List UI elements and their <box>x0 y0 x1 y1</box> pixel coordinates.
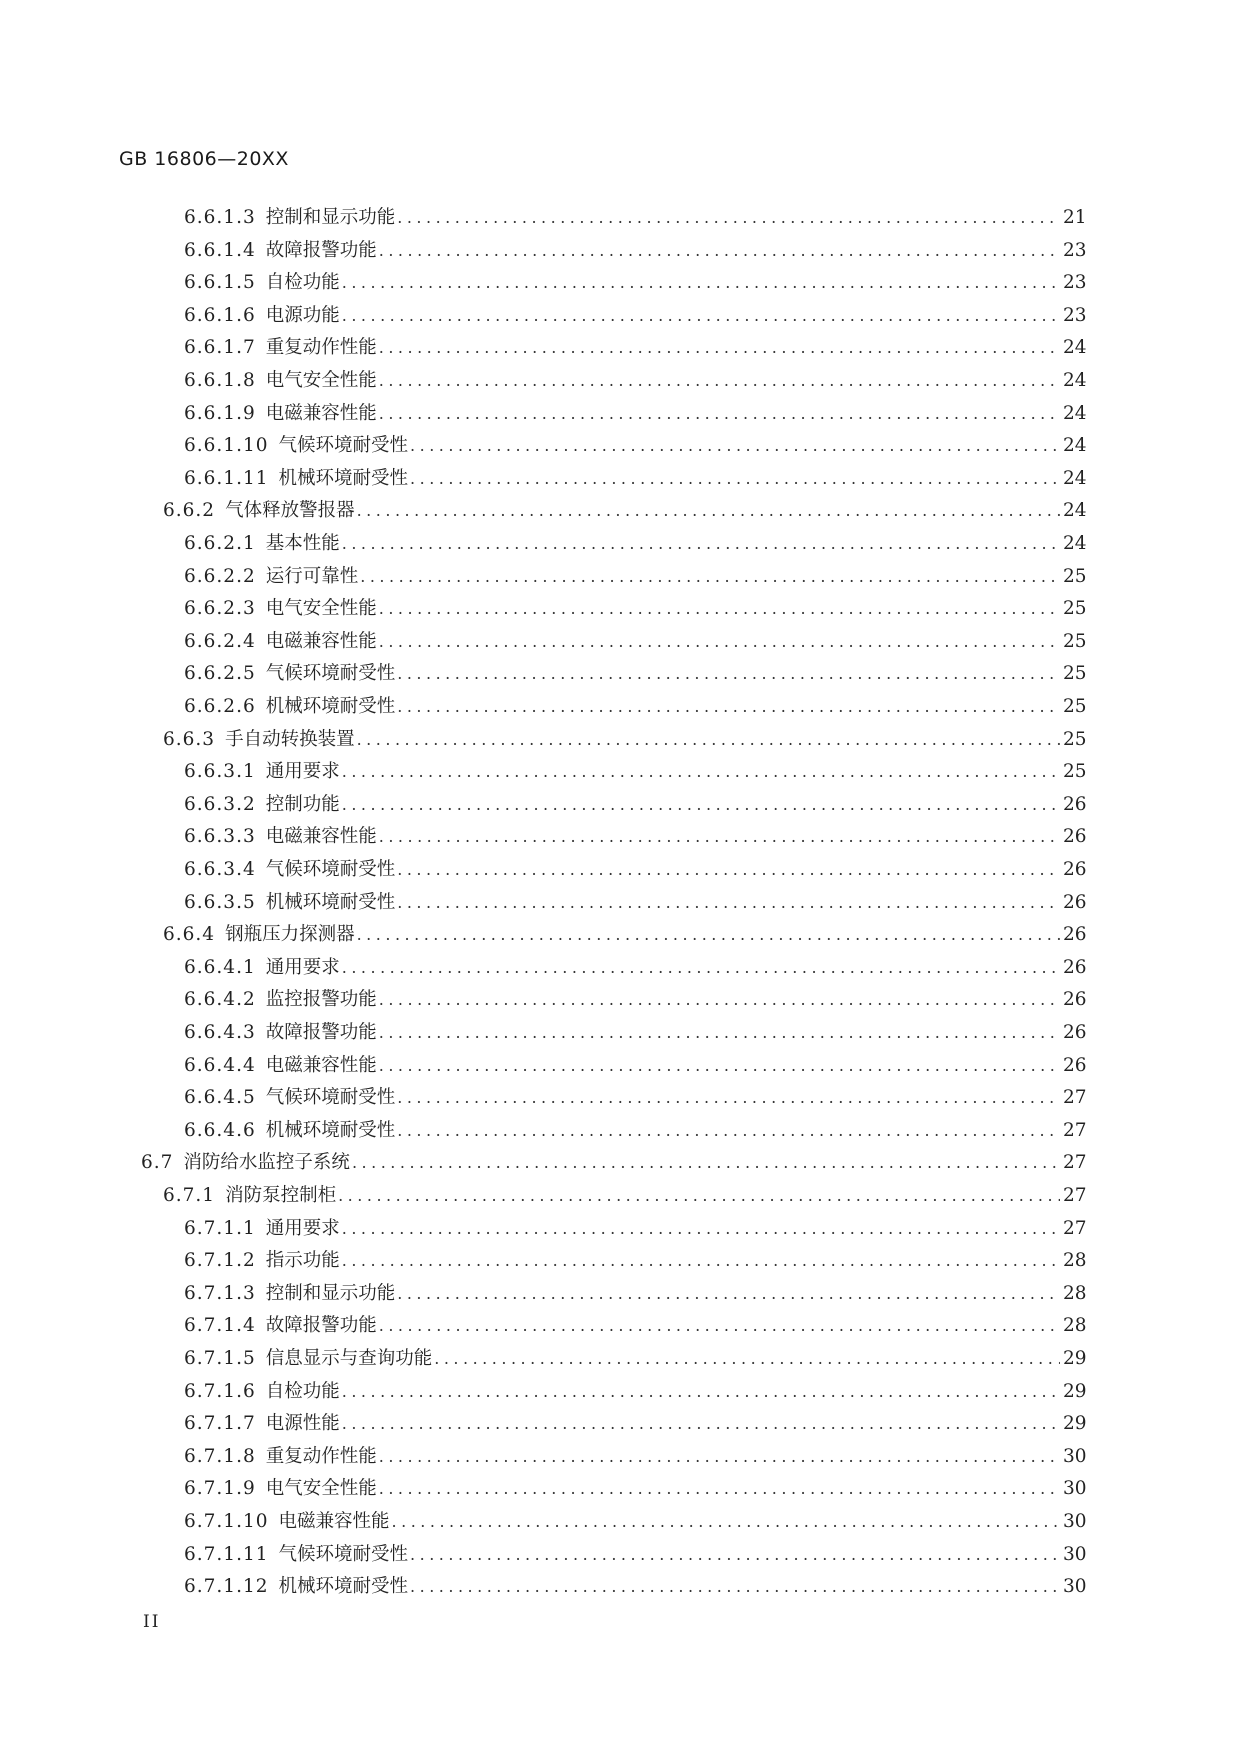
toc-entry-number: 6.7.1.10 <box>184 1511 269 1532</box>
toc-entry[interactable] <box>184 334 1085 362</box>
toc-dot-leader <box>342 269 1060 297</box>
toc-entry-page: 29 <box>1063 1413 1087 1435</box>
toc-entry-title: 气候环境耐受性 <box>278 435 409 457</box>
toc-dot-leader <box>397 1084 1060 1112</box>
toc-entry-title: 自检功能 <box>265 1380 340 1402</box>
toc-entry-number: 6.6.3.3 <box>184 826 256 848</box>
toc-entry-page: 30 <box>1063 1478 1087 1500</box>
toc-entry[interactable] <box>184 1215 1085 1243</box>
toc-entry-title: 消防泵控制柜 <box>225 1185 337 1206</box>
toc-entry-number: 6.6.2 <box>163 500 216 522</box>
toc-entry-number: 6.6.2.4 <box>184 630 256 652</box>
toc-entry-title: 电磁兼容性能 <box>265 630 377 652</box>
toc-entry[interactable] <box>184 465 1085 493</box>
toc-dot-leader <box>342 1378 1060 1406</box>
toc-entry[interactable] <box>184 1117 1085 1145</box>
toc-entry[interactable] <box>163 726 1085 754</box>
toc-dot-leader <box>357 726 1060 754</box>
toc-entry-page: 30 <box>1063 1445 1087 1467</box>
toc-entry[interactable] <box>184 628 1085 656</box>
toc-entry-page: 27 <box>1063 1152 1087 1174</box>
toc-entry-number: 6.6.3.2 <box>184 793 256 815</box>
toc-entry[interactable] <box>184 204 1085 232</box>
toc-entry[interactable] <box>184 1247 1085 1275</box>
toc-dot-leader <box>397 889 1060 917</box>
toc-entry-title: 气候环境耐受性 <box>265 1087 396 1109</box>
toc-entry-title: 控制和显示功能 <box>265 207 396 228</box>
toc-entry[interactable] <box>184 1573 1085 1601</box>
toc-entry[interactable] <box>184 693 1085 721</box>
toc-dot-leader <box>434 1345 1060 1373</box>
toc-entry-page: 30 <box>1063 1576 1087 1598</box>
toc-entry-title: 气体释放警报器 <box>225 500 355 522</box>
toc-entry-page: 30 <box>1063 1511 1087 1532</box>
toc-entry-page: 24 <box>1063 467 1087 489</box>
toc-entry[interactable] <box>184 1410 1085 1438</box>
toc-dot-leader <box>342 1410 1060 1438</box>
toc-entry-title: 手自动转换装置 <box>225 728 355 750</box>
toc-entry-page: 25 <box>1063 663 1087 685</box>
toc-entry-title: 电源功能 <box>265 304 340 326</box>
toc-dot-leader <box>397 1280 1060 1308</box>
standard-code-header: GB 16806—20XX <box>119 148 289 170</box>
toc-entry-page: 24 <box>1063 435 1087 457</box>
toc-entry-page: 25 <box>1063 728 1087 750</box>
toc-entry-number: 6.7 <box>141 1152 174 1174</box>
toc-entry-number: 6.7.1.3 <box>184 1282 256 1304</box>
toc-dot-leader <box>338 1182 1060 1210</box>
toc-entry-title: 信息显示与查询功能 <box>265 1348 433 1369</box>
toc-entry-title: 重复动作性能 <box>265 1445 377 1467</box>
toc-entry-title: 监控报警功能 <box>265 989 377 1011</box>
toc-entry-number: 6.7.1 <box>163 1185 216 1206</box>
toc-dot-leader <box>379 1052 1060 1080</box>
toc-dot-leader <box>379 1312 1060 1340</box>
toc-dot-leader <box>379 367 1060 395</box>
toc-dot-leader <box>410 432 1060 460</box>
toc-entry-title: 钢瓶压力探测器 <box>225 924 355 946</box>
toc-entry-title: 重复动作性能 <box>265 337 377 359</box>
toc-entry-number: 6.6.2.3 <box>184 598 256 620</box>
toc-entry-page: 23 <box>1063 239 1087 261</box>
toc-entry[interactable] <box>184 660 1085 688</box>
toc-entry-number: 6.6.1.7 <box>184 337 256 359</box>
toc-entry-number: 6.6.4.2 <box>184 989 256 1011</box>
toc-entry-number: 6.7.1.7 <box>184 1413 256 1435</box>
toc-entry-page: 29 <box>1063 1348 1087 1369</box>
toc-entry-title: 自检功能 <box>265 272 340 294</box>
toc-dot-leader <box>410 465 1060 493</box>
toc-entry-number: 6.6.1.10 <box>184 435 269 457</box>
toc-entry[interactable] <box>163 497 1085 525</box>
toc-dot-leader <box>379 1475 1060 1503</box>
toc-entry[interactable] <box>184 530 1085 558</box>
toc-entry-page: 24 <box>1063 500 1087 522</box>
toc-entry-title: 电气安全性能 <box>265 370 377 391</box>
toc-entry-number: 6.6.4.1 <box>184 956 256 978</box>
toc-entry[interactable] <box>184 1443 1085 1471</box>
toc-entry-page: 27 <box>1063 1185 1087 1206</box>
toc-dot-leader <box>397 660 1060 688</box>
toc-entry-title: 故障报警功能 <box>265 1022 377 1043</box>
toc-entry[interactable] <box>184 1312 1085 1340</box>
toc-entry-number: 6.6.1.5 <box>184 272 256 294</box>
toc-entry-number: 6.6.4.3 <box>184 1022 256 1043</box>
toc-dot-leader <box>360 563 1060 591</box>
toc-dot-leader <box>352 1149 1060 1177</box>
toc-entry-number: 6.6.3.4 <box>184 859 256 880</box>
toc-entry-number: 6.7.1.12 <box>184 1576 269 1598</box>
toc-dot-leader <box>379 400 1060 428</box>
toc-entry[interactable] <box>184 856 1085 884</box>
toc-entry-number: 6.6.1.3 <box>184 207 256 228</box>
toc-entry[interactable] <box>163 1182 1085 1210</box>
toc-entry[interactable] <box>184 791 1085 819</box>
toc-dot-leader <box>379 595 1060 623</box>
toc-entry-number: 6.6.2.1 <box>184 533 256 554</box>
toc-entry-page: 26 <box>1063 793 1087 815</box>
toc-entry-number: 6.7.1.5 <box>184 1348 256 1369</box>
toc-entry[interactable] <box>184 1019 1085 1047</box>
toc-dot-leader <box>379 823 1060 851</box>
toc-entry[interactable] <box>184 823 1085 851</box>
toc-entry-page: 28 <box>1063 1250 1087 1272</box>
toc-dot-leader <box>392 1508 1060 1536</box>
toc-entry-title: 基本性能 <box>265 533 340 554</box>
toc-entry-page: 26 <box>1063 1022 1087 1043</box>
toc-entry-number: 6.6.3 <box>163 728 216 750</box>
toc-entry-page: 27 <box>1063 1217 1087 1239</box>
toc-entry-title: 机械环境耐受性 <box>278 467 409 489</box>
toc-entry-page: 25 <box>1063 696 1087 717</box>
toc-entry-page: 26 <box>1063 989 1087 1011</box>
toc-dot-leader <box>379 237 1060 265</box>
toc-entry-page: 24 <box>1063 402 1087 424</box>
toc-entry-title: 电气安全性能 <box>265 1478 377 1500</box>
toc-entry-page: 24 <box>1063 533 1087 554</box>
toc-entry[interactable] <box>184 1508 1085 1536</box>
toc-dot-leader <box>342 791 1060 819</box>
toc-entry-number: 6.6.4.6 <box>184 1119 256 1141</box>
toc-dot-leader <box>397 856 1060 884</box>
toc-dot-leader <box>397 693 1060 721</box>
toc-entry[interactable] <box>184 986 1085 1014</box>
toc-entry-title: 控制和显示功能 <box>265 1282 396 1304</box>
toc-dot-leader <box>342 302 1060 330</box>
toc-entry[interactable] <box>184 889 1085 917</box>
toc-entry-title: 气候环境耐受性 <box>278 1543 409 1565</box>
toc-entry-page: 24 <box>1063 370 1087 391</box>
toc-entry-page: 28 <box>1063 1282 1087 1304</box>
toc-entry[interactable] <box>184 269 1085 297</box>
toc-entry[interactable] <box>184 1475 1085 1503</box>
toc-dot-leader <box>357 921 1060 949</box>
toc-dot-leader <box>342 530 1060 558</box>
toc-dot-leader <box>342 954 1060 982</box>
toc-entry-title: 运行可靠性 <box>265 565 359 587</box>
toc-entry-title: 通用要求 <box>265 1217 340 1239</box>
toc-dot-leader <box>410 1541 1060 1569</box>
toc-entry[interactable] <box>184 595 1085 623</box>
toc-entry-number: 6.6.4 <box>163 924 216 946</box>
toc-entry[interactable] <box>184 1280 1085 1308</box>
toc-entry-title: 气候环境耐受性 <box>265 663 396 685</box>
toc-entry-title: 故障报警功能 <box>265 239 377 261</box>
toc-entry-title: 机械环境耐受性 <box>265 1119 396 1141</box>
toc-entry-page: 27 <box>1063 1087 1087 1109</box>
toc-dot-leader <box>379 1019 1060 1047</box>
toc-entry[interactable] <box>184 1052 1085 1080</box>
toc-entry-number: 6.6.3.5 <box>184 891 256 913</box>
toc-entry[interactable] <box>184 1541 1085 1569</box>
toc-entry-number: 6.6.2.5 <box>184 663 256 685</box>
toc-entry-number: 6.6.2.2 <box>184 565 256 587</box>
toc-entry-number: 6.6.4.5 <box>184 1087 256 1109</box>
toc-entry-title: 机械环境耐受性 <box>265 891 396 913</box>
toc-entry-number: 6.6.1.4 <box>184 239 256 261</box>
toc-entry-page: 26 <box>1063 859 1087 880</box>
toc-entry-number: 6.6.1.6 <box>184 304 256 326</box>
toc-entry-page: 25 <box>1063 761 1087 783</box>
toc-dot-leader <box>379 1443 1060 1471</box>
toc-dot-leader <box>342 758 1060 786</box>
toc-entry-title: 故障报警功能 <box>265 1315 377 1337</box>
toc-dot-leader <box>342 1247 1060 1275</box>
toc-entry-number: 6.7.1.9 <box>184 1478 256 1500</box>
toc-entry-page: 28 <box>1063 1315 1087 1337</box>
toc-entry-page: 23 <box>1063 272 1087 294</box>
toc-dot-leader <box>379 628 1060 656</box>
toc-entry-number: 6.6.1.8 <box>184 370 256 391</box>
toc-dot-leader <box>342 1215 1060 1243</box>
toc-entry-number: 6.6.1.11 <box>184 467 269 489</box>
toc-entry[interactable] <box>184 1378 1085 1406</box>
toc-entry-title: 气候环境耐受性 <box>265 859 396 880</box>
toc-dot-leader <box>357 497 1060 525</box>
toc-entry-title: 通用要求 <box>265 761 340 783</box>
toc-entry-title: 指示功能 <box>265 1250 340 1272</box>
toc-entry-number: 6.7.1.11 <box>184 1543 269 1565</box>
toc-entry-page: 25 <box>1063 598 1087 620</box>
toc-entry[interactable] <box>184 954 1085 982</box>
toc-entry-title: 消防给水监控子系统 <box>183 1152 350 1174</box>
toc-entry[interactable] <box>141 1149 1085 1177</box>
toc-entry[interactable] <box>184 367 1085 395</box>
toc-entry-title: 控制功能 <box>265 793 340 815</box>
toc-dot-leader <box>379 334 1060 362</box>
toc-entry-number: 6.6.4.4 <box>184 1054 256 1076</box>
toc-entry-number: 6.6.1.9 <box>184 402 256 424</box>
toc-entry-page: 26 <box>1063 891 1087 913</box>
toc-entry-page: 26 <box>1063 956 1087 978</box>
toc-entry-number: 6.6.3.1 <box>184 761 256 783</box>
toc-entry[interactable] <box>184 758 1085 786</box>
toc-entry-page: 26 <box>1063 826 1087 848</box>
toc-entry-page: 29 <box>1063 1380 1087 1402</box>
toc-entry[interactable] <box>184 237 1085 265</box>
toc-dot-leader <box>397 1117 1060 1145</box>
toc-dot-leader <box>397 204 1060 232</box>
toc-entry-page: 27 <box>1063 1119 1087 1141</box>
toc-entry-title: 电磁兼容性能 <box>265 1054 377 1076</box>
toc-entry-title: 电磁兼容性能 <box>265 402 377 424</box>
toc-entry-title: 电源性能 <box>265 1413 340 1435</box>
toc-entry-page: 26 <box>1063 1054 1087 1076</box>
toc-entry-page: 23 <box>1063 304 1087 326</box>
toc-dot-leader <box>379 986 1060 1014</box>
toc-entry-number: 6.6.2.6 <box>184 696 256 717</box>
toc-entry[interactable] <box>184 563 1085 591</box>
toc-entry[interactable] <box>163 921 1085 949</box>
toc-entry-number: 6.7.1.1 <box>184 1217 256 1239</box>
toc-entry-number: 6.7.1.6 <box>184 1380 256 1402</box>
toc-entry-page: 30 <box>1063 1543 1087 1565</box>
toc-entry-title: 通用要求 <box>265 956 340 978</box>
toc-entry[interactable] <box>184 302 1085 330</box>
toc-entry[interactable] <box>184 1345 1085 1373</box>
toc-entry-number: 6.7.1.4 <box>184 1315 256 1337</box>
toc-entry-title: 机械环境耐受性 <box>265 696 396 717</box>
toc-entry-number: 6.7.1.8 <box>184 1445 256 1467</box>
page-folio: II <box>143 1612 161 1632</box>
toc-entry-page: 26 <box>1063 924 1087 946</box>
toc-entry[interactable] <box>184 432 1085 460</box>
toc-entry-page: 25 <box>1063 565 1087 587</box>
toc-entry-title: 机械环境耐受性 <box>278 1576 409 1598</box>
toc-entry-title: 电气安全性能 <box>265 598 377 620</box>
toc-entry-title: 电磁兼容性能 <box>265 826 377 848</box>
toc-entry-page: 25 <box>1063 630 1087 652</box>
toc-entry[interactable] <box>184 1084 1085 1112</box>
toc-entry-number: 6.7.1.2 <box>184 1250 256 1272</box>
toc-entry-page: 24 <box>1063 337 1087 359</box>
toc-entry-page: 21 <box>1063 207 1087 228</box>
toc-dot-leader <box>410 1573 1060 1601</box>
toc-entry[interactable] <box>184 400 1085 428</box>
toc-entry-title: 电磁兼容性能 <box>278 1511 390 1532</box>
